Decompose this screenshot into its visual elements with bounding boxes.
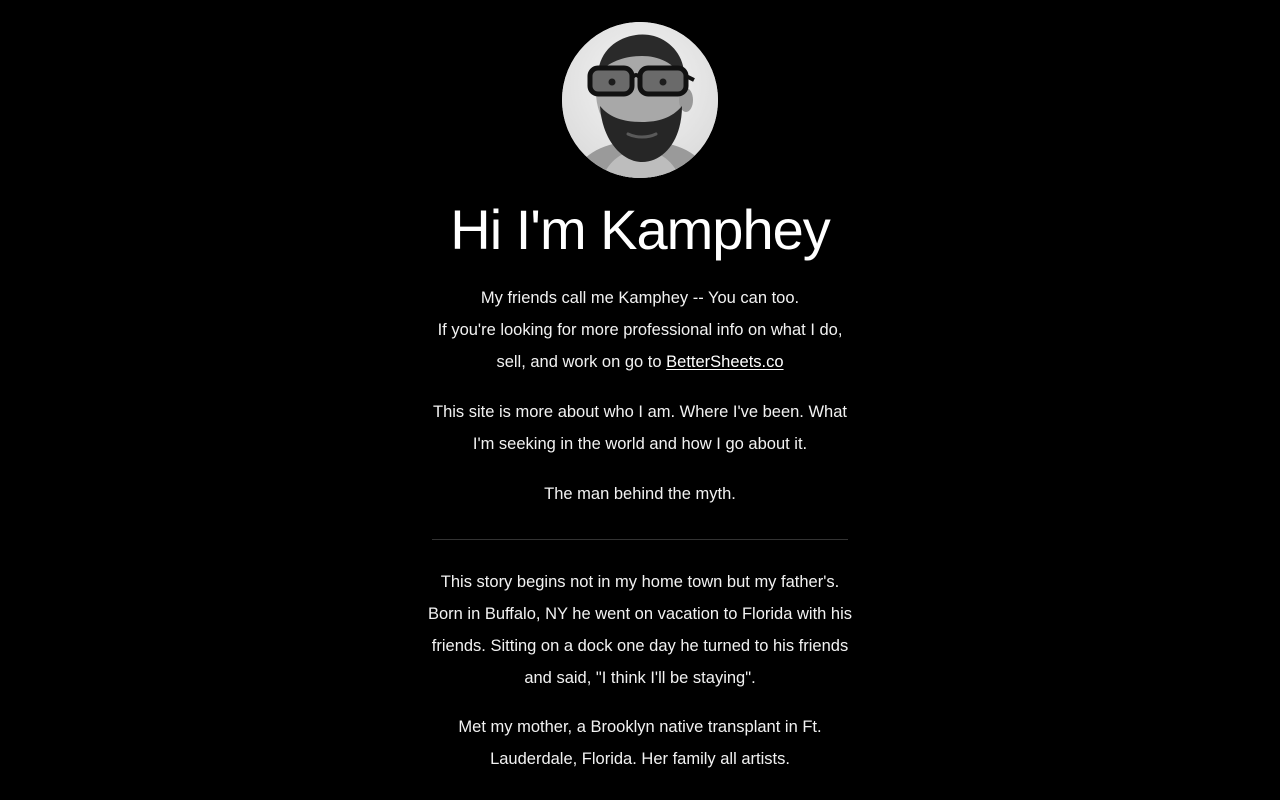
intro-paragraph-3 [432,478,848,510]
intro-paragraph-1 [432,282,848,378]
story-line: This story begins not in my home town but my father's. [440,573,840,591]
intro-line [392,346,888,378]
intro-section [432,282,848,510]
page [0,22,1280,800]
bettersheets-link[interactable]: BetterSheets.co [666,353,784,371]
section-divider [432,539,848,540]
story-line: Lauderdale, Florida. Her family all artists. [490,750,790,768]
intro-line: The man behind the myth. [544,485,736,503]
content-column [427,22,853,775]
page-title: Hi I'm Kamphey [450,198,830,261]
story-line: and said, "I think I'll be staying". [524,669,756,687]
story-section [427,566,853,775]
intro-line: This site is more about who I am. Where I've been. What [433,403,847,421]
story-paragraph-1 [427,566,853,694]
intro-line: My friends call me Kamphey -- You can too. [480,289,800,307]
intro-line: I'm seeking in the world and how I go about it. [472,435,808,453]
portrait-photo-icon [562,22,718,178]
story-line: Born in Buffalo, NY he went on vacation to Florida with his [427,605,853,623]
story-paragraph-2 [432,711,848,775]
intro-line: If you're looking for more professional info on what I do, [437,321,843,339]
story-line: Met my mother, a Brooklyn native transplant in Ft. [458,718,822,736]
intro-paragraph-2 [432,396,848,460]
story-line: friends. Sitting on a dock one day he turned to his friends [431,637,849,655]
intro-text: sell, and work on go to [496,353,667,371]
avatar [562,22,718,178]
